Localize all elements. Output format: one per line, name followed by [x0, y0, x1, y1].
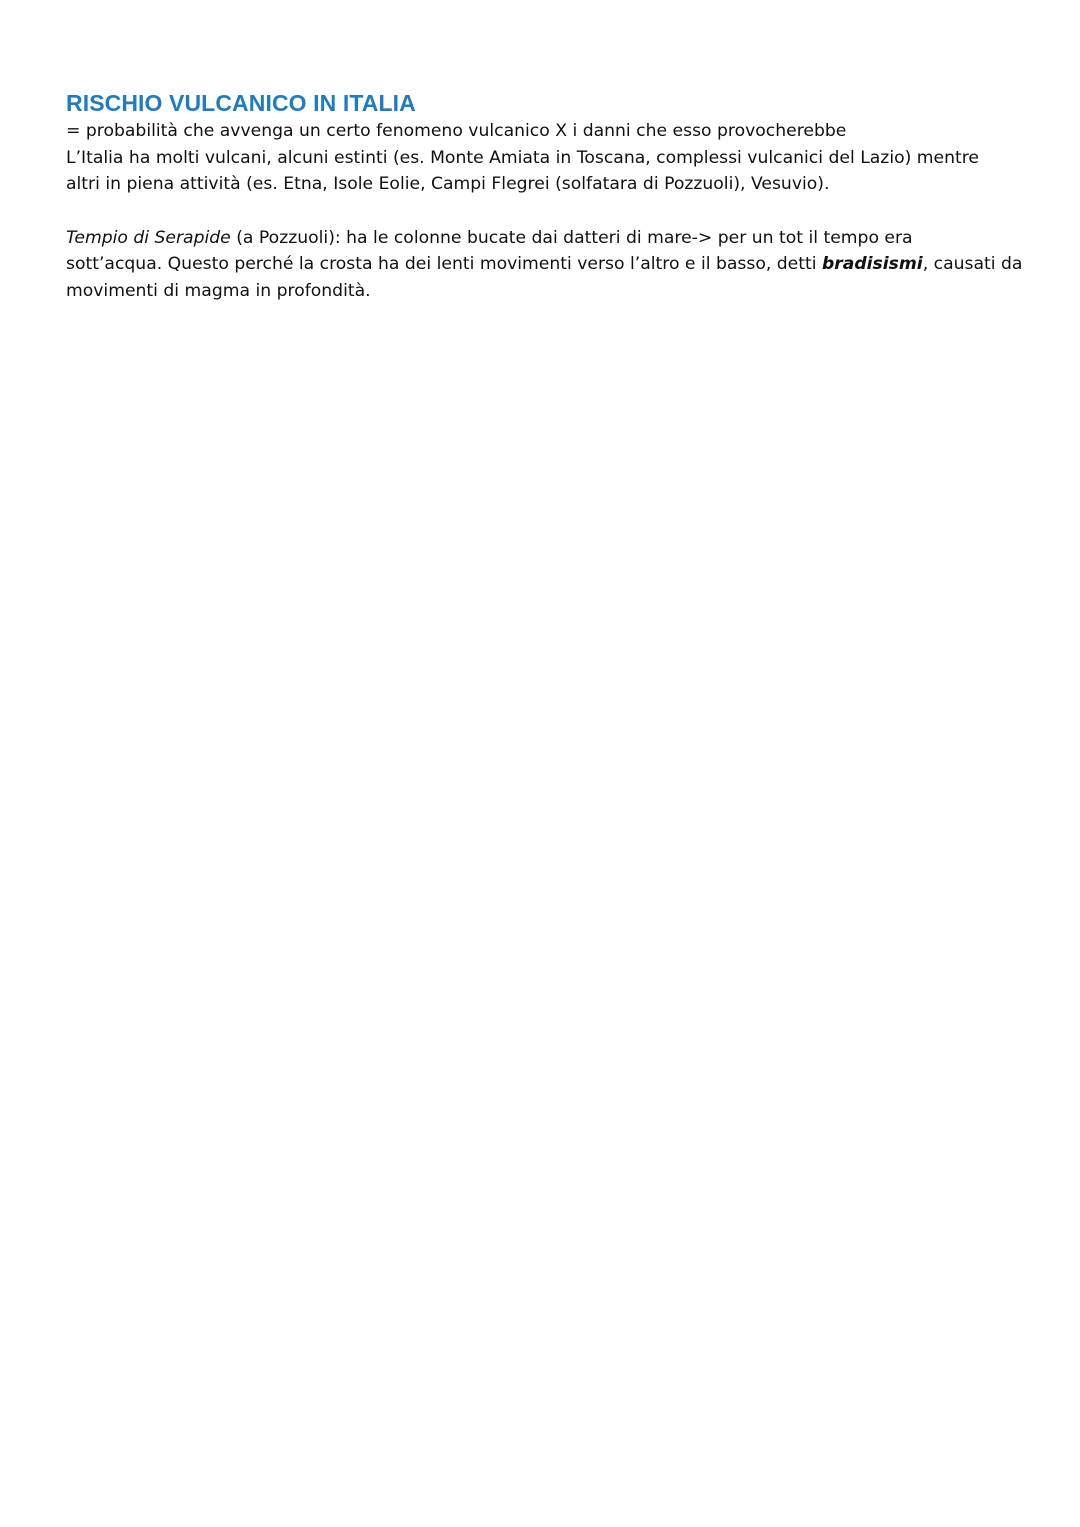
intro-line-1: L’Italia ha molti vulcani, alcuni estinti (es. Monte Amiata in Toscana, complessi vulcanici del Lazio) mentre [66, 147, 979, 168]
serapide-line-1 [66, 225, 1026, 252]
document-content [66, 88, 1026, 304]
definition-paragraph [66, 118, 1026, 198]
paragraph-spacer [66, 198, 1026, 225]
definition-line: = probabilità che avvenga un certo fenomeno vulcanico X i danni che esso provocherebbe [66, 121, 847, 141]
serapide-line-2 [66, 251, 1026, 278]
serapide-term: Tempio di Serapide [66, 227, 231, 248]
bradisismi-term: bradisismi [821, 254, 923, 274]
serapide-paragraph [66, 225, 1026, 305]
serapide-line-2-text: sott’acqua. Questo perché la crosta ha dei lenti movimenti verso l’altro e il basso, detti [66, 254, 822, 274]
serapide-line-2-end: , causati da [922, 254, 1023, 274]
serapide-line-3: movimenti di magma in profondità. [66, 280, 371, 301]
section-heading: RISCHIO VULCANICO IN ITALIA [66, 90, 416, 116]
serapide-line-1-text: (a Pozzuoli): ha le colonne bucate dai datteri di mare-> per un tot il tempo era [230, 227, 913, 248]
intro-line-2: altri in piena attività (es. Etna, Isole Eolie, Campi Flegrei (solfatara di Pozzuoli), Vesuvio). [66, 174, 830, 194]
